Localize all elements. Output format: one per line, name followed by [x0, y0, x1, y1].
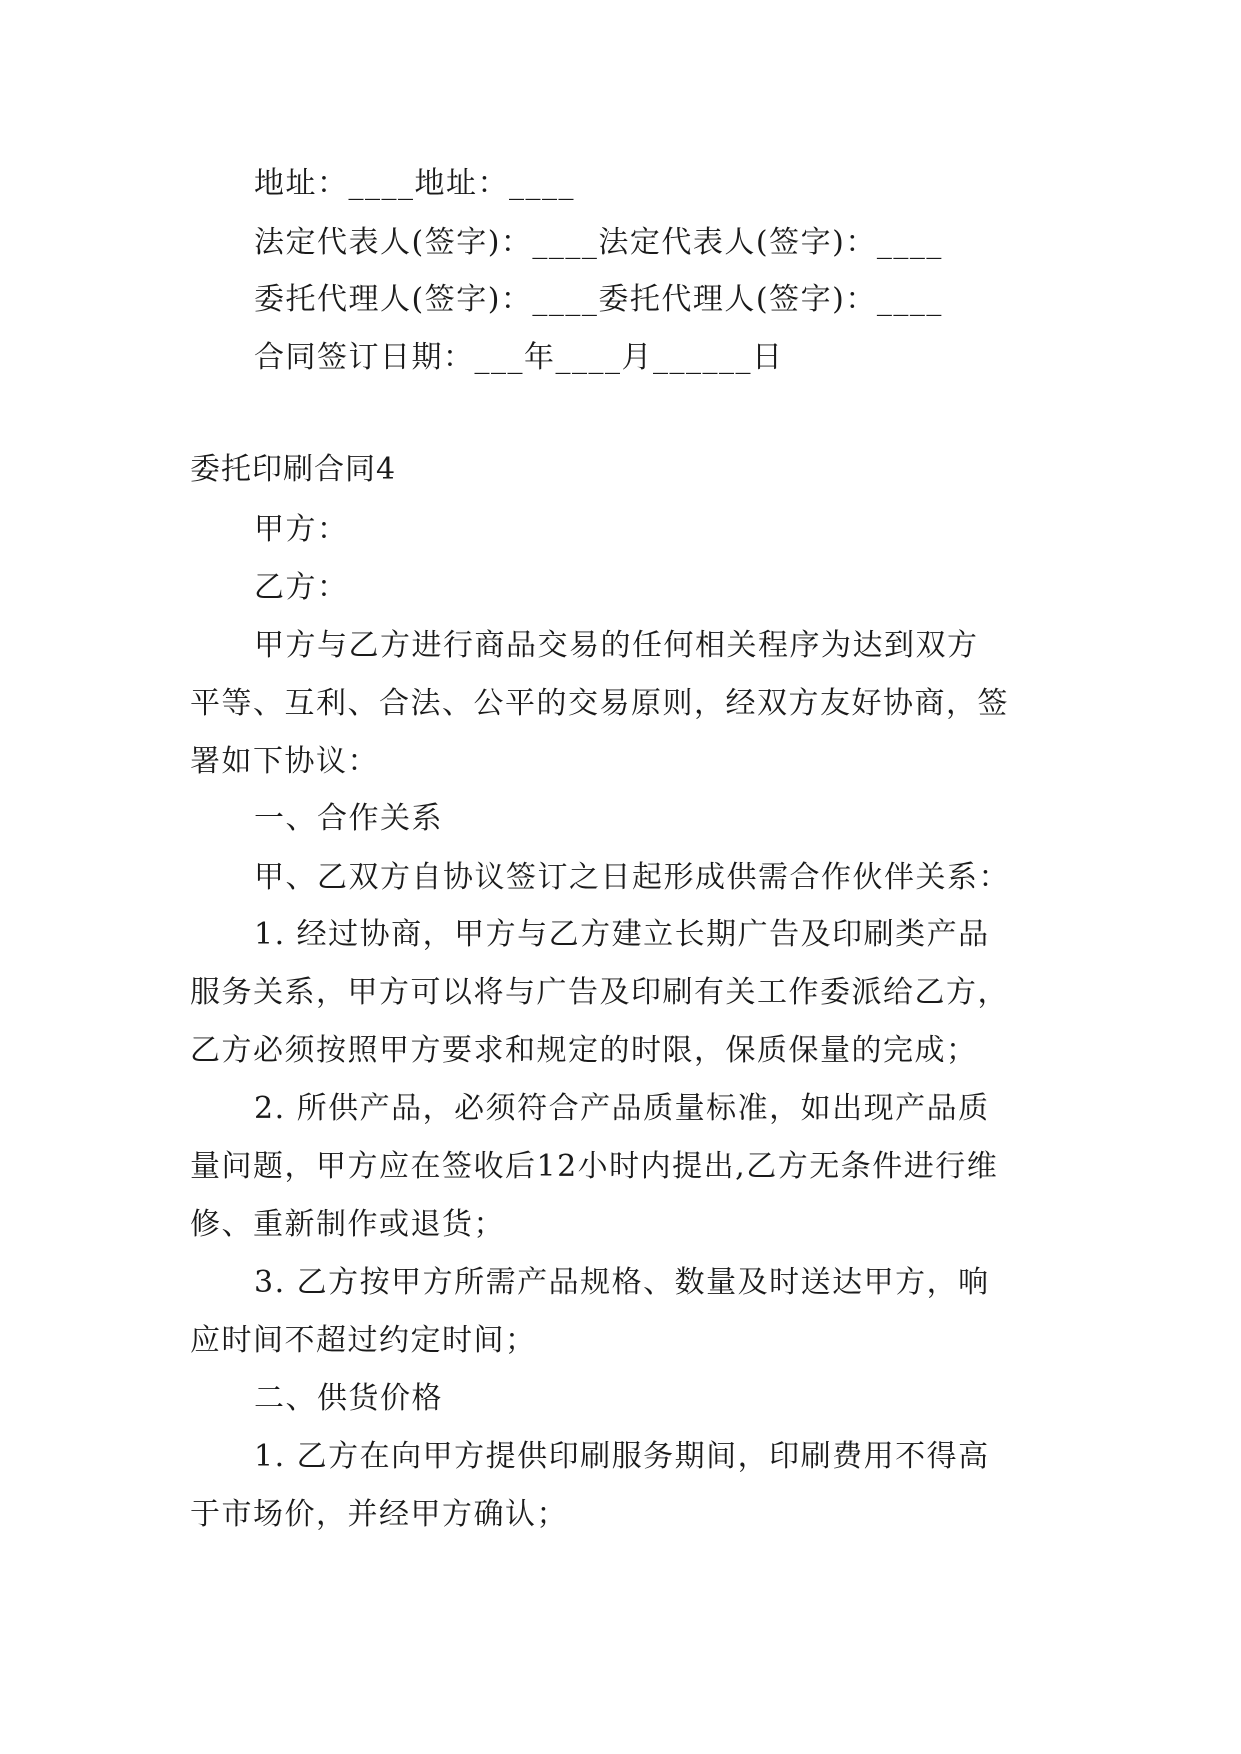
section-heading: 一、合作关系	[254, 801, 443, 836]
authorized-agent-line: 委托代理人(签字)：____委托代理人(签字)：____	[254, 282, 943, 317]
paragraph-line: 1. 经过协商，甲方与乙方建立长期广告及印刷类产品	[254, 917, 990, 952]
paragraph-line: 乙方必须按照甲方要求和规定的时限，保质保量的完成；	[190, 1033, 978, 1068]
paragraph-line: 2. 所供产品，必须符合产品质量标准，如出现产品质	[254, 1091, 990, 1126]
paragraph-line: 平等、互利、合法、公平的交易原则，经双方友好协商，签	[190, 686, 1009, 721]
paragraph-line: 修、重新制作或退货；	[190, 1207, 505, 1242]
paragraph-line: 1. 乙方在向甲方提供印刷服务期间，印刷费用不得高	[254, 1439, 990, 1474]
address-line: 地址：____地址：____	[254, 166, 575, 201]
party-b-label: 乙方：	[254, 570, 349, 605]
section-heading: 二、供货价格	[254, 1381, 443, 1416]
legal-representative-line: 法定代表人(签字)：____法定代表人(签字)：____	[254, 225, 943, 260]
paragraph-line: 3. 乙方按甲方所需产品规格、数量及时送达甲方，响	[254, 1265, 990, 1300]
paragraph-line: 于市场价，并经甲方确认；	[190, 1497, 568, 1532]
signing-date-line: 合同签订日期：___年____月______日	[254, 340, 784, 375]
party-a-label: 甲方：	[254, 512, 349, 547]
paragraph-line: 应时间不超过约定时间；	[190, 1323, 537, 1358]
section-lead: 甲、乙双方自协议签订之日起形成供需合作伙伴关系：	[254, 860, 1010, 895]
paragraph-line: 量问题，甲方应在签收后12小时内提出,乙方无条件进行维	[190, 1149, 999, 1184]
paragraph-line: 甲方与乙方进行商品交易的任何相关程序为达到双方	[254, 628, 979, 663]
paragraph-line: 署如下协议：	[190, 744, 379, 779]
paragraph-line: 服务关系，甲方可以将与广告及印刷有关工作委派给乙方，	[190, 975, 1009, 1010]
contract-title: 委托印刷合同4	[190, 452, 397, 487]
